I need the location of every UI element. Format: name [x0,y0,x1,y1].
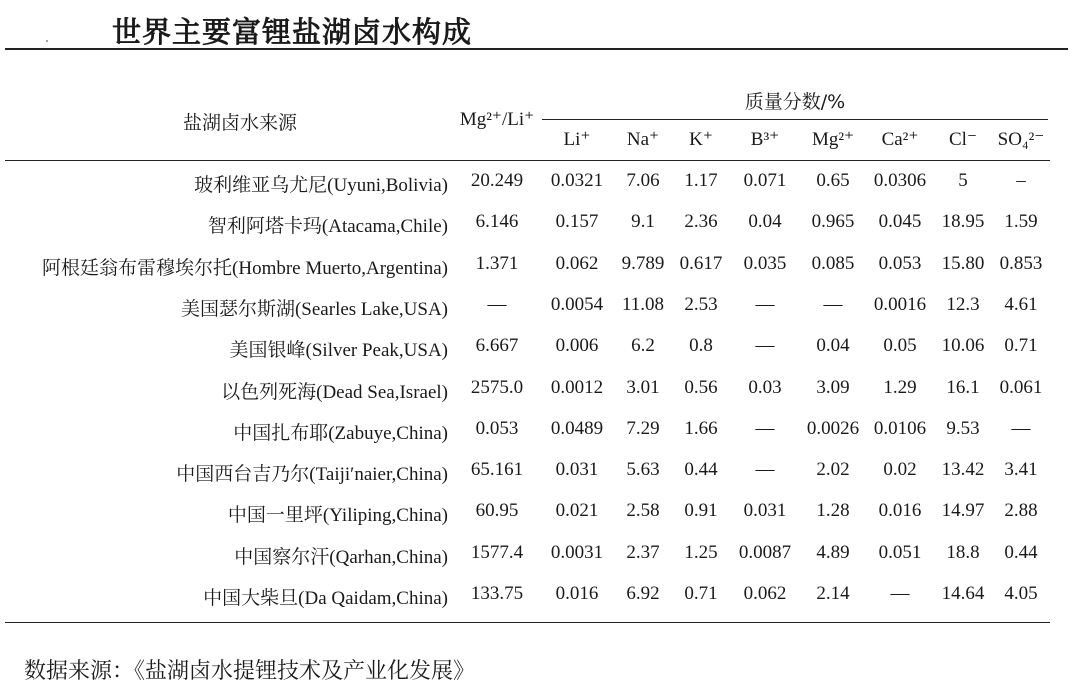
row-source-en: (Hombre Muerto,Argentina) [232,258,448,279]
header-ion-5: Mg²⁺ [811,129,855,150]
row-value: 0.44 [684,459,718,480]
row-source-en: (Silver Peak,USA) [305,340,448,361]
row-value: – [1016,170,1026,191]
row-value: 11.08 [621,294,665,315]
row-value: 0.91 [684,500,718,521]
row-source-cn: 中国察尔汗 [234,546,330,568]
row-value: 0.617 [679,253,723,274]
row-source-en: (Uyuni,Bolivia) [327,175,448,196]
row-value: 0.006 [555,335,599,356]
row-source [221,377,448,404]
row-value: 5 [958,170,968,191]
row-source [208,211,448,238]
row-value: 2.36 [684,211,718,232]
row-value: 3.41 [1004,459,1038,480]
row-value: 0.045 [878,211,922,232]
row-ratio: 6.667 [475,335,519,356]
row-value: 2.14 [816,583,850,604]
row-source [194,170,448,197]
row-value: 2.37 [626,542,660,563]
row-value: 7.29 [626,418,660,439]
row-source-en: (Searles Lake,USA) [294,299,448,320]
row-source-cn: 美国银峰 [229,339,306,361]
row-value: 0.021 [555,500,599,521]
row-value: 4.89 [816,542,850,563]
row-source-cn: 美国瑟尔斯湖 [180,298,295,320]
row-value: 1.25 [684,542,718,563]
row-value: 0.56 [684,377,718,398]
row-value: — [755,459,775,480]
row-value: 0.0106 [873,418,927,439]
row-value: 0.0489 [550,418,604,439]
row-value: 0.71 [1004,335,1038,356]
header-subrule [542,119,1048,120]
row-value: 6.92 [626,583,660,604]
row-value: 2.53 [684,294,718,315]
row-value: 0.0012 [550,377,604,398]
row-value: 18.8 [946,542,980,563]
row-value: 0.053 [878,253,922,274]
row-source-en: (Da Qaidam,China) [298,588,448,609]
row-value: 0.031 [555,459,599,480]
row-value: 5.63 [626,459,660,480]
decorative-dot [46,40,48,42]
row-value: 0.051 [878,542,922,563]
header-rule [5,160,1050,161]
row-source [230,335,449,362]
row-value: 0.062 [555,253,599,274]
row-value: — [890,583,910,604]
row-value: 0.0087 [738,542,792,563]
row-source [176,459,448,486]
row-source-en: (Dead Sea,Israel) [316,382,448,403]
row-value: 3.09 [816,377,850,398]
row-value: 16.1 [946,377,980,398]
row-value: 12.3 [946,294,980,315]
row-value: 0.016 [555,583,599,604]
row-value: 0.157 [555,211,599,232]
row-value: 0.02 [883,459,917,480]
header-ratio: Mg²⁺/Li⁺ [459,109,535,130]
row-ratio: 6.146 [475,211,519,232]
row-source-cn: 中国扎布耶 [233,422,329,444]
row-source [234,542,448,569]
row-value: 18.95 [941,211,985,232]
row-value: 0.44 [1004,542,1038,563]
bottom-rule [5,622,1050,623]
row-value: 0.071 [743,170,787,191]
top-rule [5,48,1068,50]
row-ratio: 1.371 [475,253,519,274]
row-value: 0.71 [684,583,718,604]
header-ion-1: Li⁺ [563,129,591,150]
row-ratio: 65.161 [470,459,524,480]
row-source-cn: 中国一里坪 [227,504,323,526]
row-value: 0.0016 [873,294,927,315]
row-value: 1.66 [684,418,718,439]
row-value: 0.65 [816,170,850,191]
row-source [228,500,448,527]
row-value: — [755,335,775,356]
row-value: 7.06 [626,170,660,191]
row-value: 0.0321 [550,170,604,191]
row-value: 0.061 [999,377,1043,398]
page-title: 世界主要富锂盐湖卤水构成 [112,15,473,49]
row-ratio: 20.249 [470,170,524,191]
row-value: 1.59 [1004,211,1038,232]
row-source-cn: 玻利维亚乌尤尼 [194,174,328,196]
header-source: 盐湖卤水来源 [182,112,298,134]
row-value: 2.58 [626,500,660,521]
row-value: 0.853 [999,253,1043,274]
row-value: 0.085 [811,253,855,274]
row-value: 0.05 [883,335,917,356]
row-value: 1.29 [883,377,917,398]
row-source [42,253,448,280]
row-value: 0.0306 [873,170,927,191]
row-source-cn: 中国大柴旦 [203,587,299,609]
row-source-en: (Atacama,Chile) [321,216,448,237]
row-value: 9.789 [621,253,665,274]
row-source-cn: 阿根廷翁布雷穆埃尔托 [42,257,233,279]
header-ion-3: K⁺ [689,129,713,150]
row-value: — [823,294,843,315]
row-ratio: 133.75 [470,583,524,604]
row-source [233,418,448,445]
row-value: 4.61 [1004,294,1038,315]
row-source-cn: 中国西台吉乃尔 [176,463,310,485]
row-source [181,294,448,321]
row-value: 0.04 [816,335,850,356]
row-ratio: 0.053 [475,418,519,439]
row-value: 14.64 [941,583,985,604]
row-value: 10.06 [941,335,985,356]
row-value: — [755,418,775,439]
header-ion-6: Ca²⁺ [881,129,919,150]
row-source-cn: 智利阿塔卡玛 [207,215,322,237]
row-value: 6.2 [631,335,655,356]
row-value: 0.062 [743,583,787,604]
row-value: 0.0054 [550,294,604,315]
row-ratio: 60.95 [475,500,519,521]
row-value: 9.53 [946,418,980,439]
row-value: 15.80 [941,253,985,274]
row-source-en: (Taiji′naier,China) [309,464,448,485]
row-value: 1.28 [816,500,850,521]
source-note: 数据来源：《盐湖卤水提锂技术及产业化发展》 [24,659,476,684]
row-source-en: (Qarhan,China) [329,547,448,568]
row-value: 4.05 [1004,583,1038,604]
row-value: 0.03 [748,377,782,398]
row-value: — [755,294,775,315]
row-value: 0.8 [689,335,713,356]
row-source-en: (Zabuye,China) [328,423,448,444]
row-value: 2.88 [1004,500,1038,521]
row-value: 1.17 [684,170,718,191]
row-value: 13.42 [941,459,985,480]
row-ratio: — [487,294,507,315]
header-ion-2: Na⁺ [626,129,660,150]
row-value: — [1011,418,1031,439]
header-ion-7: Cl⁻ [949,129,977,150]
row-source-cn: 以色列死海 [221,381,317,403]
row-value: 0.016 [878,500,922,521]
row-value: 2.02 [816,459,850,480]
header-mass-fraction: 质量分数/% [744,91,846,113]
row-source-en: (Yiliping,China) [322,505,448,526]
row-source [203,583,448,610]
row-ratio: 1577.4 [470,542,524,563]
row-value: 3.01 [626,377,660,398]
row-value: 14.97 [941,500,985,521]
header-ion-8: SO₄²⁻ [997,129,1045,150]
row-value: 0.0031 [550,542,604,563]
row-ratio: 2575.0 [470,377,524,398]
row-value: 0.0026 [806,418,860,439]
row-value: 0.035 [743,253,787,274]
row-value: 0.031 [743,500,787,521]
row-value: 0.965 [811,211,855,232]
header-ion-4: B³⁺ [750,129,780,150]
row-value: 0.04 [748,211,782,232]
row-value: 9.1 [631,211,655,232]
